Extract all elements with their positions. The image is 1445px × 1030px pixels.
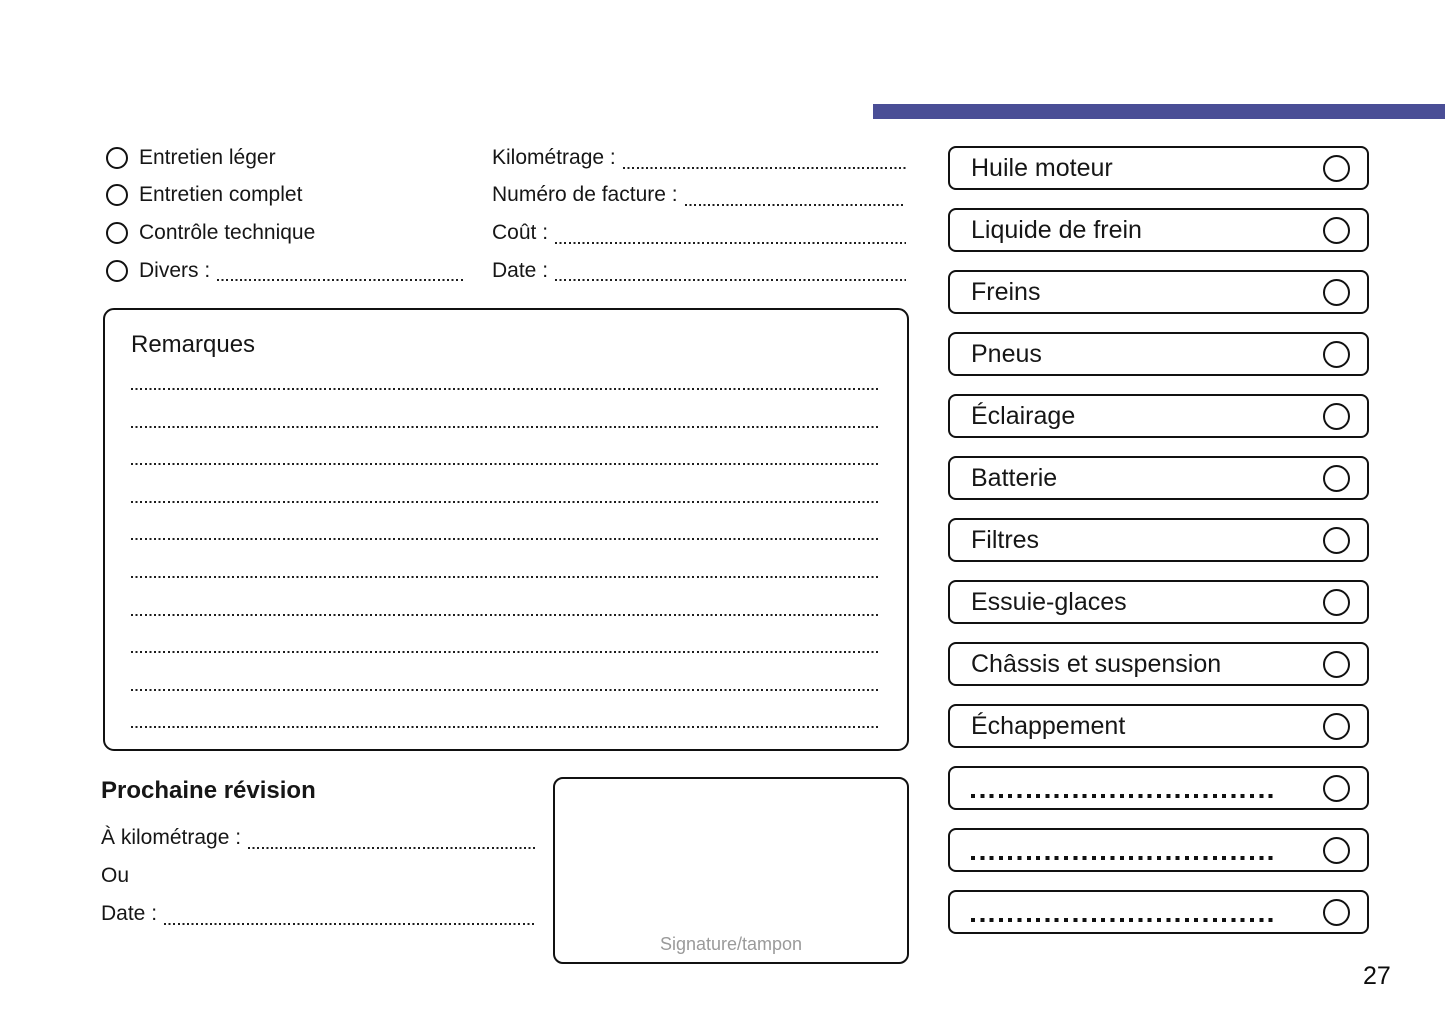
facture-write-line [685, 204, 906, 206]
field-label: Numéro de facture : [492, 183, 678, 207]
remarks-line [131, 501, 881, 503]
check-circle-icon[interactable] [1323, 775, 1350, 802]
checklist-label: Freins [971, 277, 1041, 306]
field-label: Coût : [492, 220, 549, 244]
next-service-title: Prochaine révision [101, 777, 316, 804]
checklist-row-blank-1 [948, 766, 1369, 810]
radio-circle-icon[interactable] [106, 222, 128, 244]
field-label: Ou [101, 864, 130, 887]
checklist-row-echappement [948, 704, 1369, 748]
field-label: Date : [101, 902, 158, 925]
signature-box [553, 777, 909, 964]
option-label: Entretien complet [139, 183, 303, 207]
page-number: 27 [1363, 962, 1391, 990]
checklist-row-pneus [948, 332, 1369, 376]
field-label: Kilométrage : [492, 145, 616, 169]
inspection-checklist [948, 146, 1369, 952]
checklist-row-eclairage [948, 394, 1369, 438]
remarks-line [131, 726, 881, 728]
option-divers [106, 252, 464, 290]
check-circle-icon[interactable] [1323, 713, 1350, 740]
remarks-line [131, 538, 881, 540]
field-kilometrage [492, 139, 906, 177]
blank-write-line [971, 794, 1277, 798]
checklist-label: Échappement [971, 711, 1126, 740]
remarks-line [131, 426, 881, 428]
field-numero-facture [492, 177, 906, 215]
checklist-row-blank-2 [948, 828, 1369, 872]
checklist-row-freins [948, 270, 1369, 314]
divers-write-line [217, 279, 464, 281]
checklist-label: Éclairage [971, 401, 1076, 430]
next-service-kilometrage [101, 819, 535, 857]
remarks-line [131, 388, 881, 390]
blank-write-line [971, 918, 1277, 922]
radio-circle-icon[interactable] [106, 260, 128, 282]
next-service-date [101, 895, 535, 933]
remarks-line [131, 463, 881, 465]
check-circle-icon[interactable] [1323, 155, 1350, 182]
checklist-label: Batterie [971, 463, 1058, 492]
remarks-write-lines [131, 388, 881, 764]
check-circle-icon[interactable] [1323, 465, 1350, 492]
blank-write-line [971, 856, 1277, 860]
next-date-write-line [164, 923, 535, 925]
check-circle-icon[interactable] [1323, 341, 1350, 368]
next-service-ou [101, 857, 535, 895]
option-label: Contrôle technique [139, 220, 316, 244]
check-circle-icon[interactable] [1323, 589, 1350, 616]
kilometrage-write-line [623, 167, 906, 169]
check-circle-icon[interactable] [1323, 651, 1350, 678]
checklist-label: Liquide de frein [971, 215, 1142, 244]
option-label: Divers : [139, 258, 211, 282]
service-type-options [106, 139, 464, 289]
check-circle-icon[interactable] [1323, 837, 1350, 864]
checklist-label: Essuie-glaces [971, 587, 1127, 616]
check-circle-icon[interactable] [1323, 217, 1350, 244]
field-cout [492, 214, 906, 252]
checklist-row-essuie-glaces [948, 580, 1369, 624]
next-service-section [101, 777, 535, 933]
checklist-row-blank-3 [948, 890, 1369, 934]
cout-write-line [555, 242, 906, 244]
option-entretien-complet [106, 177, 464, 215]
checklist-label: Filtres [971, 525, 1040, 554]
checklist-row-filtres [948, 518, 1369, 562]
option-controle-technique [106, 214, 464, 252]
checklist-label: Pneus [971, 339, 1042, 368]
checklist-label: Châssis et suspension [971, 649, 1222, 678]
remarks-line [131, 576, 881, 578]
check-circle-icon[interactable] [1323, 899, 1350, 926]
option-label: Entretien léger [139, 145, 276, 169]
next-kilometrage-write-line [248, 847, 535, 849]
radio-circle-icon[interactable] [106, 147, 128, 169]
checklist-row-huile-moteur [948, 146, 1369, 190]
field-label: Date : [492, 258, 549, 282]
check-circle-icon[interactable] [1323, 279, 1350, 306]
remarks-title: Remarques [131, 331, 256, 358]
date-write-line [555, 279, 906, 281]
remarks-box [103, 308, 909, 751]
signature-label: Signature/tampon [659, 934, 803, 954]
service-details-fields [492, 139, 906, 289]
check-circle-icon[interactable] [1323, 403, 1350, 430]
checklist-label: Huile moteur [971, 153, 1113, 182]
option-entretien-leger [106, 139, 464, 177]
accent-bar [873, 104, 1445, 119]
radio-circle-icon[interactable] [106, 184, 128, 206]
field-label: À kilométrage : [101, 826, 242, 849]
check-circle-icon[interactable] [1323, 527, 1350, 554]
remarks-line [131, 651, 881, 653]
remarks-line [131, 689, 881, 691]
remarks-line [131, 614, 881, 616]
checklist-row-chassis-et-suspension [948, 642, 1369, 686]
field-date [492, 252, 906, 290]
checklist-row-batterie [948, 456, 1369, 500]
checklist-row-liquide-de-frein [948, 208, 1369, 252]
